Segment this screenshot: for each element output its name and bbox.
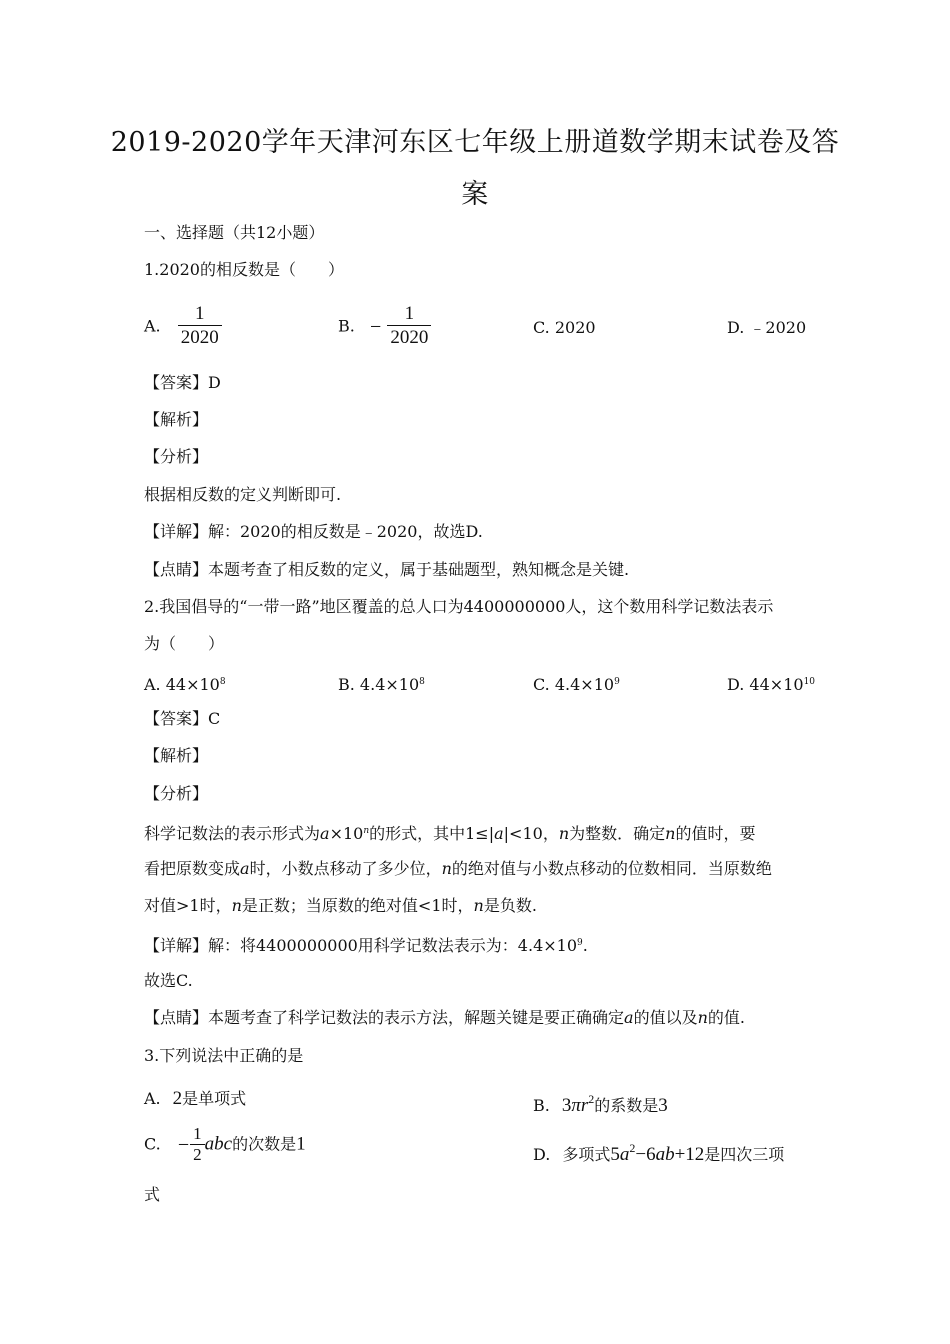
q1-option-a-fraction xyxy=(178,303,222,350)
q2-choose: 故选C. xyxy=(144,971,193,990)
q1-option-a-label: A. xyxy=(144,316,161,336)
q2-analysis-text: 对值>1时， xyxy=(144,896,232,915)
q2-analysis-var: a xyxy=(494,824,504,843)
q3-option-a xyxy=(144,1088,246,1110)
q2-option-b-text: B. 4.4×10 xyxy=(338,675,420,694)
q2-option-d-exponent: 10 xyxy=(803,677,816,687)
q2-analysis-var: a xyxy=(240,859,250,878)
q2-analysis-text: 是正数；当原数的绝对值<1时， xyxy=(241,896,474,915)
q3-option-d-var: a xyxy=(619,1144,630,1165)
q2-detail-end: . xyxy=(582,936,588,955)
q2-analysis-text: 科学记数法的表示形式为 xyxy=(144,824,321,843)
q2-analysis-text: 的形式，其中1≤| xyxy=(369,824,495,843)
q2-analysis-var: n xyxy=(473,896,484,915)
q1-option-b-label: B. xyxy=(338,316,355,336)
q1-option-b-denominator: 2020 xyxy=(387,325,431,350)
q2-analysis-var: n xyxy=(231,896,242,915)
q3-option-d-var: ab xyxy=(655,1144,675,1165)
q2-option-d xyxy=(727,671,815,696)
q3-option-c-label: C. xyxy=(144,1134,161,1154)
q3-option-c-value: 1 xyxy=(296,1133,306,1155)
q2-analysis-text: 时，小数点移动了多少位， xyxy=(249,859,442,878)
q2-comment-var: n xyxy=(697,1008,708,1027)
q1-option-b-numerator: 1 xyxy=(404,303,415,324)
q2-option-a xyxy=(144,671,226,696)
q3-option-c-fraction xyxy=(190,1124,205,1165)
q2-option-c xyxy=(533,671,620,696)
q3-option-a-text: 是单项式 xyxy=(182,1089,247,1108)
q2-analysis-var: n xyxy=(441,859,452,878)
q2-analysis-exponent: n xyxy=(363,826,370,836)
q3-option-b-coef: 3 xyxy=(561,1095,572,1116)
q3-option-b-term: πr xyxy=(571,1095,589,1116)
q2-comment xyxy=(144,1007,745,1029)
q3-option-c-text: 的次数是 xyxy=(232,1134,297,1154)
q3-option-c-sign: − xyxy=(177,1133,190,1156)
q1-option-b-fraction xyxy=(387,303,431,350)
q2-answer: 【答案】C xyxy=(144,709,221,728)
q3-stem: 3.下列说法中正确的是 xyxy=(144,1046,304,1065)
q2-analysis-text: 是负数. xyxy=(483,896,537,915)
q1-stem: 1.2020的相反数是（ ） xyxy=(144,260,344,279)
q2-jiexi-heading: 【解析】 xyxy=(144,746,209,765)
q3-option-c xyxy=(144,1124,306,1165)
q2-fenxi-heading: 【分析】 xyxy=(144,784,209,803)
q1-comment: 【点睛】本题考查了相反数的定义，属于基础题型，熟知概念是关键. xyxy=(144,560,630,579)
q2-stem-line2: 为（ ） xyxy=(144,634,225,653)
q3-option-d-math: −6 xyxy=(635,1144,656,1165)
q2-analysis-line1 xyxy=(144,820,755,845)
q2-option-a-exponent: 8 xyxy=(219,677,226,687)
q2-analysis-var: a xyxy=(320,824,330,843)
q3-option-d-math: +12 xyxy=(674,1144,705,1165)
q3-option-b-label: B. xyxy=(533,1096,550,1115)
q3-option-d-text: 多项式 xyxy=(562,1145,611,1164)
q2-detail-exponent: 9 xyxy=(577,938,583,948)
q2-analysis-var: n xyxy=(665,824,676,843)
q2-detail-text: 【详解】解：将4400000000用科学记数法表示为：4.4×10 xyxy=(144,936,578,955)
q2-analysis-text: |<10， xyxy=(503,824,559,843)
q2-analysis-var: n xyxy=(558,824,570,843)
q3-option-b-value: 3 xyxy=(658,1095,668,1116)
q3-option-c-denominator: 2 xyxy=(190,1144,205,1165)
document-title-line1: 2019-2020学年天津河东区七年级上册道数学期末试卷及答 xyxy=(110,127,840,158)
q2-detail xyxy=(144,932,588,957)
q3-option-d-label: D. xyxy=(533,1145,551,1164)
q2-analysis-text: 看把原数变成 xyxy=(144,859,241,878)
document-title-line2: 案 xyxy=(461,179,489,210)
q2-comment-text: 【点睛】本题考查了科学记数法的表示方法，解题关键是要正确确定 xyxy=(144,1008,625,1027)
q2-option-b xyxy=(338,671,425,696)
q2-analysis-line3 xyxy=(144,895,537,917)
q3-option-a-label: A. xyxy=(144,1089,161,1108)
q3-option-d-math: 5 xyxy=(610,1144,620,1165)
q1-option-a xyxy=(144,303,222,350)
q2-analysis-line2 xyxy=(144,858,772,880)
q3-option-d-text: 是四次三项 xyxy=(704,1145,785,1164)
q3-option-b-exponent: 2 xyxy=(588,1092,595,1106)
q1-answer: 【答案】D xyxy=(144,373,221,392)
q2-analysis-text: 为整数．确定 xyxy=(569,824,666,843)
q3-option-c-var: abc xyxy=(204,1133,233,1155)
q2-option-b-exponent: 8 xyxy=(419,677,425,687)
q2-option-c-text: C. 4.4×10 xyxy=(533,675,615,694)
q1-option-c: C. 2020 xyxy=(533,318,596,337)
q2-comment-text: 的值. xyxy=(707,1008,745,1027)
q3-option-d-exponent: 2 xyxy=(629,1141,636,1155)
q1-analysis: 根据相反数的定义判断即可. xyxy=(144,485,342,504)
q2-option-a-text: A. 44×10 xyxy=(144,675,220,694)
q1-option-b xyxy=(338,303,431,350)
q1-option-b-sign: − xyxy=(369,315,382,338)
q1-fenxi-heading: 【分析】 xyxy=(144,447,209,466)
q2-option-c-exponent: 9 xyxy=(614,677,620,687)
q2-stem-line1: 2.我国倡导的“一带一路”地区覆盖的总人口为4400000000人，这个数用科学记数法表示 xyxy=(144,597,774,616)
q1-detail: 【详解】解：2020的相反数是﹣2020，故选D. xyxy=(144,522,483,541)
q2-comment-text: 的值以及 xyxy=(633,1008,698,1027)
q3-option-d-wrap: 式 xyxy=(144,1185,161,1204)
q3-option-b xyxy=(533,1088,668,1117)
q1-option-a-numerator: 1 xyxy=(194,303,205,324)
q3-option-c-numerator: 1 xyxy=(193,1124,202,1143)
q3-option-d xyxy=(533,1137,784,1166)
q3-option-b-text: 的系数是 xyxy=(594,1096,659,1115)
q2-comment-var: a xyxy=(624,1008,634,1027)
q1-option-d: D. ﹣2020 xyxy=(727,318,807,337)
q1-jiexi-heading: 【解析】 xyxy=(144,410,209,429)
q2-analysis-text: 的绝对值与小数点移动的位数相同．当原数绝 xyxy=(451,859,772,878)
q1-option-a-denominator: 2020 xyxy=(178,325,222,350)
q3-option-a-math: 2 xyxy=(172,1088,183,1109)
section-heading: 一、选择题（共12小题） xyxy=(144,223,325,242)
q2-option-d-text: D. 44×10 xyxy=(727,675,804,694)
q2-analysis-text: 的值时，要 xyxy=(675,824,756,843)
q2-analysis-text: ×10 xyxy=(329,824,364,843)
